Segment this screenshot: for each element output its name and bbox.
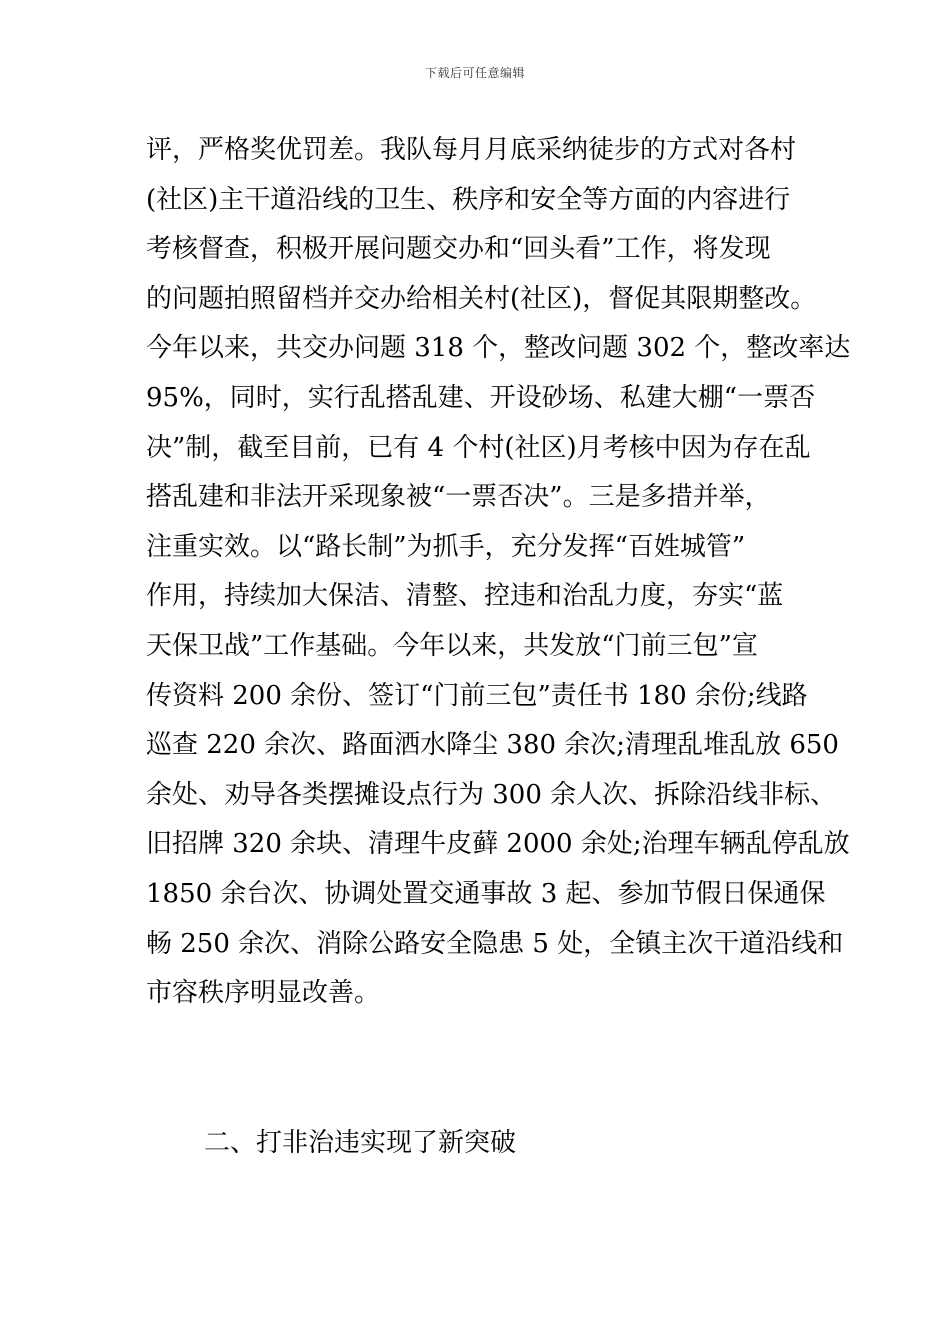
paragraph-line: 95%，同时，实行乱搭乱建、开设砂场、私建大棚“一票否 [146,382,816,413]
paragraph-line: 考核督查，积极开展问题交办和“回头看”工作，将发现 [146,234,771,265]
paragraph-line: 作用，持续加大保洁、清整、控违和治乱力度，夯实“蓝 [146,581,784,612]
paragraph-line: 的问题拍照留档并交办给相关村(社区)，督促其限期整改。 [146,283,817,314]
paragraph-line: 天保卫战”工作基础。今年以来，共发放“门前三包”宣 [146,630,758,661]
paragraph-line: 巡查 220 余次、路面洒水降尘 380 余次;清理乱堆乱放 650 [146,730,839,761]
section-heading: 二、打非治违实现了新突破 [204,1128,517,1158]
paragraph-line: 决”制，截至目前，已有 4 个村(社区)月考核中因为存在乱 [146,432,811,463]
paragraph-line: 注重实效。以“路长制”为抓手，充分发挥“百姓城管” [146,531,746,562]
paragraph-line: 市容秩序明显改善。 [146,978,381,1009]
body-paragraph [146,126,851,1019]
paragraph-line: 搭乱建和非法开采现象被“一票否决”。三是多措并举， [146,482,771,513]
paragraph-line: 旧招牌 320 余块、清理牛皮藓 2000 余处;治理车辆乱停乱放 [146,829,850,860]
paragraph-line: 传资料 200 余份、签订“门前三包”责任书 180 余份;线路 [146,680,808,711]
paragraph-line: (社区)主干道沿线的卫生、秩序和安全等方面的内容进行 [146,184,791,215]
paragraph-line: 畅 250 余次、消除公路安全隐患 5 处，全镇主次干道沿线和 [146,928,844,959]
paragraph-line: 评，严格奖优罚差。我队每月月底采纳徒步的方式对各村 [146,135,797,165]
page-header-note: 下载后可任意编辑 [424,66,525,80]
paragraph-line: 今年以来，共交办问题 318 个，整改问题 302 个，整改率达 [146,333,851,364]
paragraph-line: 1850 余台次、协调处置交通事故 3 起、参加节假日保通保 [146,878,826,909]
paragraph-line: 余处、劝导各类摆摊设点行为 300 余人次、拆除沿线非标、 [146,779,837,810]
